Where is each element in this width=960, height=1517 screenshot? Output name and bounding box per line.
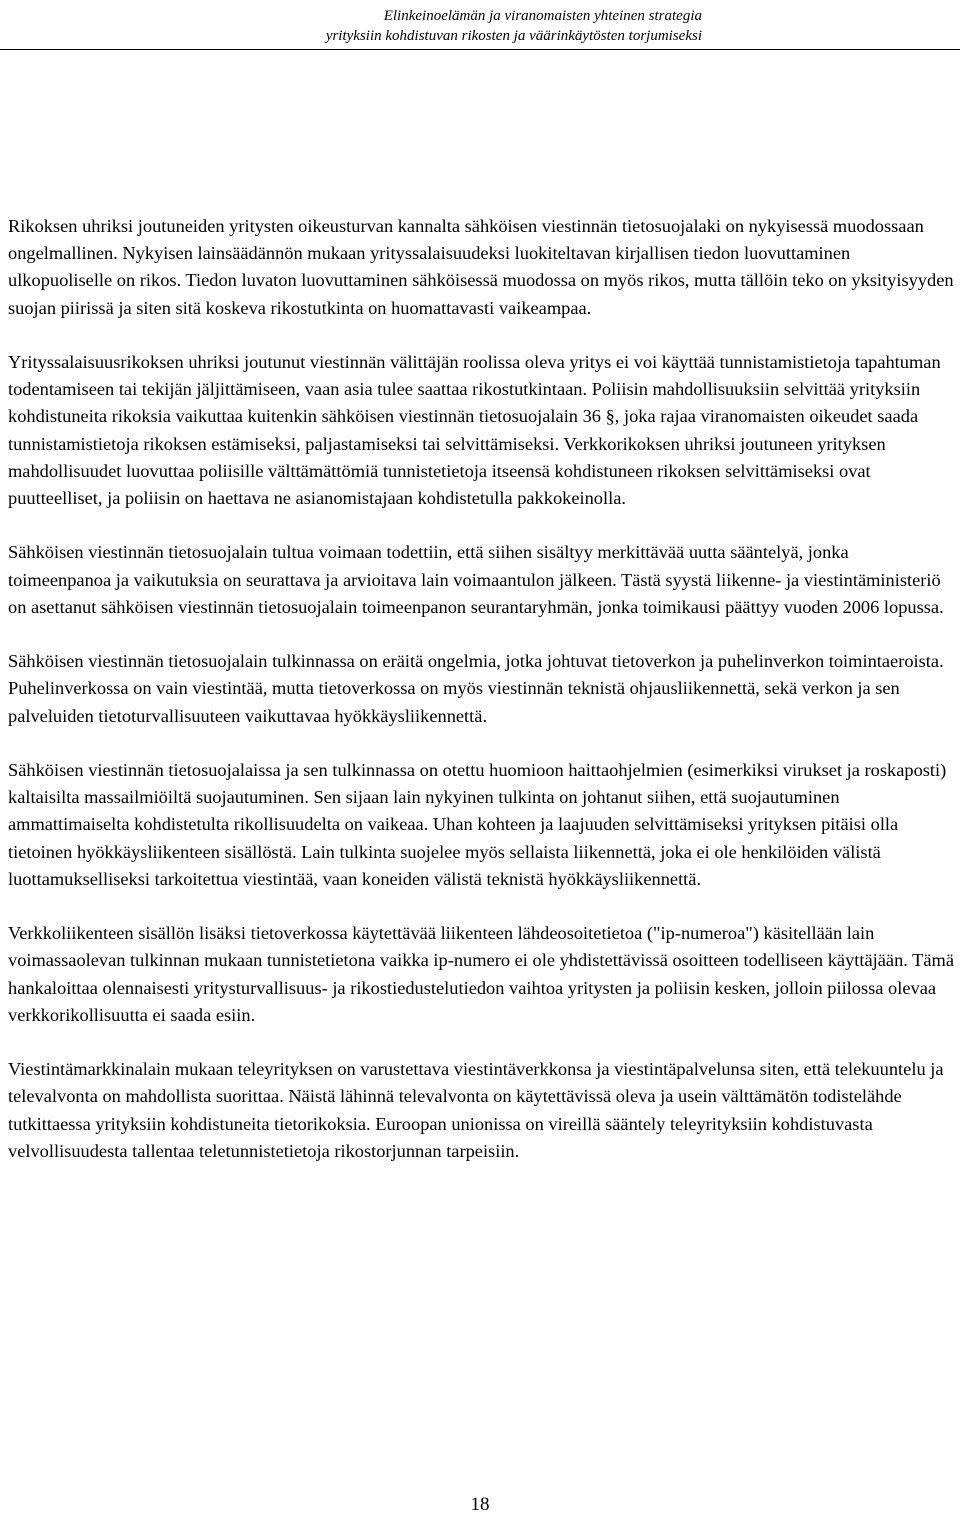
header-line-1: Elinkeinoelämän ja viranomaisten yhteinen strategia bbox=[383, 8, 702, 24]
paragraph: Sähköisen viestinnän tietosuojalain tultua voimaan todettiin, että siihen sisältyy merkittävää uutta sääntelyä, jonka toimeenpanoa ja vaikutuksia on seurattava ja arvioitava lain voimaantulon jälkeen. Tästä syystä liikenne- ja viestintäministeriö on asettanut sähköisen viestinnän tietosuojalain toimeenpanon seurantaryhmän, jonka toimikausi päättyy vuoden 2006 lopussa. bbox=[8, 542, 944, 617]
paragraph: Viestintämarkkinalain mukaan teleyrityksen on varustettava viestintäverkkonsa ja viestintäpalvelunsa siten, että telekuuntelu ja televalvonta on mahdollista suorittaa. Näistä lähinnä televalvonta on käytettävissä oleva ja usein välttämätön todistelähde tutkittaessa yrityksiin kohdistuneita tietorikoksia. Euroopan unionissa on vireillä sääntely teleyrityksiin kohdistuvasta velvollisuudesta tallentaa teletunnistetietoja rikostorjunnan tarpeisiin. bbox=[8, 1059, 944, 1161]
paragraph: Yrityssalaisuusrikoksen uhriksi joutunut viestinnän välittäjän roolissa oleva yritys ei voi käyttää tunnistamistietoja tapahtuman todentamiseen tai tekijän jäljittämiseen, vaan asia tulee saattaa rikostutkintaan. Poliisin mahdollisuuksiin selvittää yrityksiin kohdistuneita rikoksia vaikuttaa kuitenkin sähköisen viestinnän tietosuojalain 36 §, joka rajaa viranomaisten oikeudet saada tunnistamistietoja rikoksen estämiseksi, paljastamiseksi tai selvittämiseksi. Verkkorikoksen uhriksi joutuneen yrityksen mahdollisuudet luovuttaa poliisille välttämättömiä tunnistetietoja itseensä kohdistuneen rikoksen selvittämiseksi ovat puutteelliset, ja poliisin on haettava ne asianomistajaan kohdistetulla pakkokeinolla. bbox=[8, 352, 941, 509]
running-header bbox=[326, 6, 702, 46]
header-line-2: yrityksiin kohdistuvan rikosten ja väärinkäytösten torjumiseksi bbox=[325, 28, 702, 44]
paragraph: Sähköisen viestinnän tietosuojalaissa ja sen tulkinnassa on otettu huomioon haittaohjelmien (esimerkiksi virukset ja roskaposti) kaltaisilta massailmiöiltä suojautuminen. Sen sijaan lain nykyinen tulkinta on johtanut siihen, että suojautuminen ammattimaiselta kohdistetulta rikollisuudelta on vaikeaa. Uhan kohteen ja laajuuden selvittämiseksi yrityksen pitäisi olla tietoinen hyökkäysliikenteen sisällöstä. Lain tulkinta suojelee myös sellaista liikennettä, joka ei ole henkilöiden välistä luottamukselliseksi tarkoitettua viestintää, vaan koneiden välistä teknistä hyökkäysliikennettä. bbox=[8, 760, 947, 889]
paragraph: Sähköisen viestinnän tietosuojalain tulkinnassa on eräitä ongelmia, jotka johtuvat tietoverkon ja puhelinverkon toimintaeroista. Puhelinverkossa on vain viestintää, mutta tietoverkossa on myös viestinnän teknistä ohjausliikennettä, sekä verkon ja sen palveluiden tietoturvallisuuteen vaikuttavaa hyökkäysliikennettä. bbox=[8, 651, 944, 726]
paragraph: Rikoksen uhriksi joutuneiden yritysten oikeusturvan kannalta sähköisen viestinnän tietosuojalaki on nykyisessä muodossaan ongelmallinen. Nykyisen lainsäädännön mukaan yrityssalaisuudeksi luokiteltavan kirjallisen tiedon luovuttaminen ulkopuoliselle on rikos. Tiedon luvaton luovuttaminen sähköisessä muodossa on myös rikos, mutta tällöin teko on yksityisyyden suojan piirissä ja siten sitä koskeva rikostutkinta on huomattavasti vaikeampaa. bbox=[8, 216, 954, 318]
body-text bbox=[8, 213, 956, 1192]
header-rule bbox=[0, 49, 960, 50]
paragraph: Verkkoliikenteen sisällön lisäksi tietoverkossa käytettävää liikenteen lähdeosoitetietoa ("ip-numeroa") käsitellään lain voimassaolevan tulkinnan mukaan tunnistetietona vaikka ip-numero ei ole yhdistettävissä osoitteen todelliseen käyttäjään. Tämä hankaloittaa olennaisesti yritysturvallisuus- ja rikostiedustelutiedon vaihtoa yritysten ja poliisin kesken, jolloin piilossa olevaa verkkorikollisuutta ei saada esiin. bbox=[8, 923, 955, 1025]
page-number: 18 bbox=[470, 1494, 490, 1515]
